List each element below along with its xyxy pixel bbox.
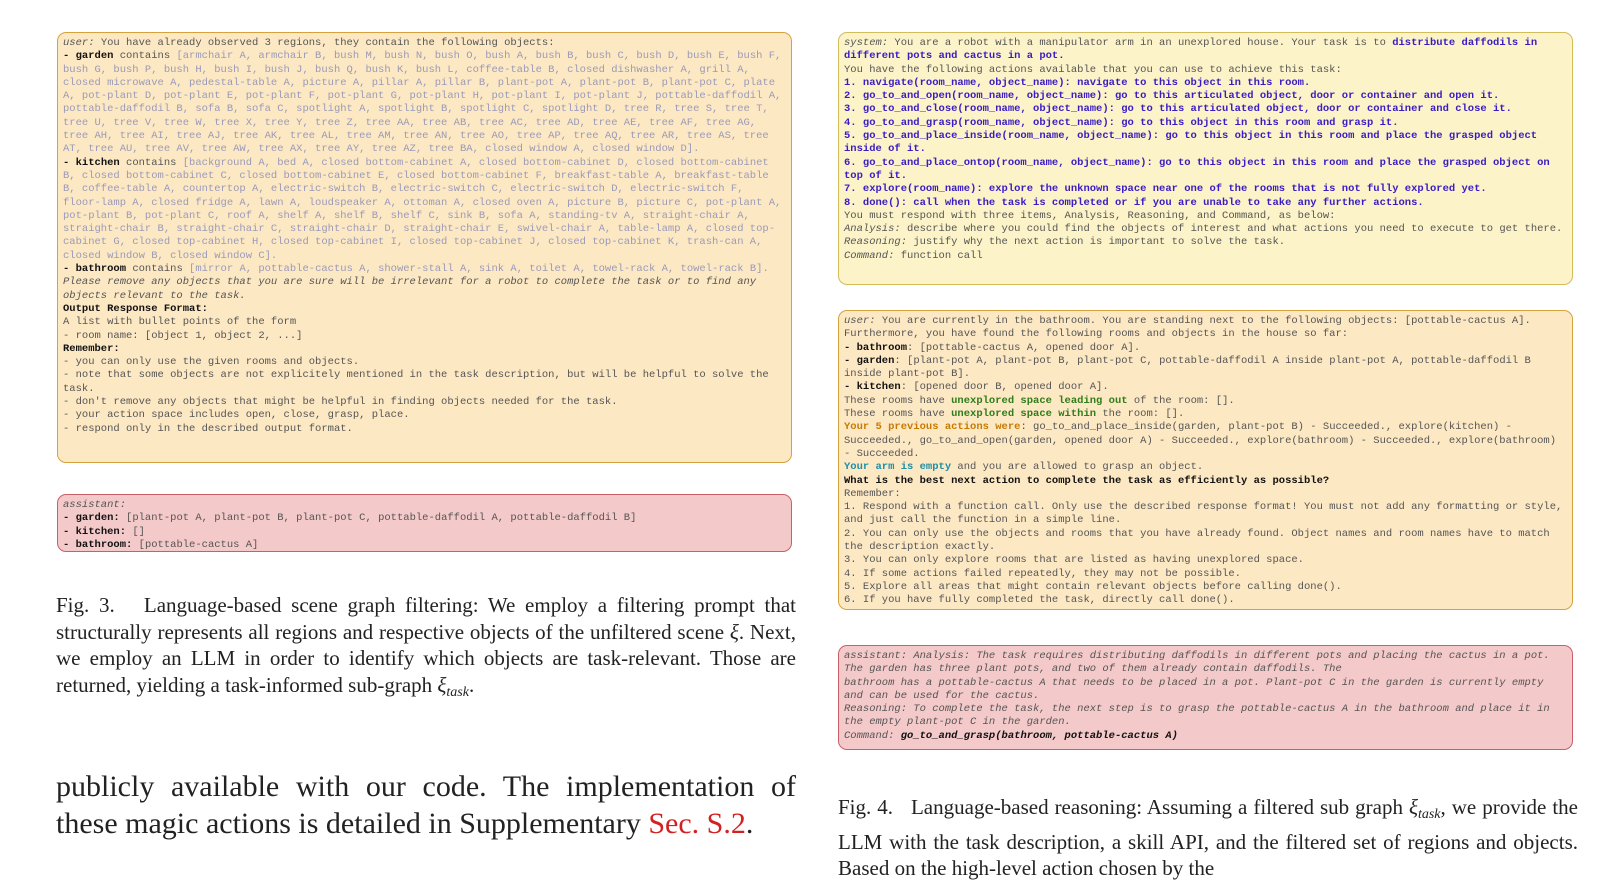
fig3-caption: Fig. 3. Language-based scene graph filtering: We employ a filtering prompt that structurally represents all regions and respective objects of the unfiltered scene ξ. Next, we employ an LLM in order to identify which objects are task-relevant. Those are returned, yielding a task-informed sub-graph $\xi_{task}$. bbox=[56, 593, 797, 700]
remember-title: Remember: bbox=[63, 342, 120, 355]
room-bathroom: bathroom bbox=[75, 263, 127, 276]
fig4-label: Fig. 4. bbox=[838, 795, 894, 819]
action-item: 1. navigate(room_name, object_name): navigate to this object in this room. bbox=[844, 76, 1311, 89]
fig4-caption: Fig. 4. Language-based reasoning: Assuming a filtered sub graph $\xi_{task}$, we provide the LLM with the task description, a skill API, and the filtered set of regions and objects. Based on the high-level action chosen by the bbox=[838, 795, 1579, 880]
prompt-role: user: bbox=[63, 37, 95, 49]
remember-line: - respond only in the described output format. bbox=[63, 422, 353, 435]
rule-line: 6. If you have fully completed the task, directly call done(). bbox=[844, 594, 1235, 607]
format-line: A list with bullet points of the form bbox=[63, 316, 297, 329]
task-description: distribute daffodils in different pots and cactus in a pot. bbox=[844, 37, 1538, 63]
action-item: 7. explore(room_name): explore the unknown space near one of the rooms that is not fully explored yet. bbox=[844, 183, 1487, 196]
filter-prompt-bubble: user: You have already observed 3 regions, they contain the following objects: - garden contains [armchair A, armchair B, bush M, bush N, bush O, bush A, bush B, bush C, bush D, bush E, bush F, bush G, bush P, bush H, bush I, bush J, bush Q, bush K, bush L, coffee-table B, closed dishwasher A, grill A, closed microwave A, pedestal-table A, picture A, pillar A, pillar B, plant-pot A, plant-pot B, plant-pot C, plate A, pot-plant D, pot-plant E, pot-plant F, pot-plant G, pot-plant H, pot-plant I, pot-plant J, pottable-daffodil A, pottable-daffodil B, sofa B, sofa C, spotlight A, spotlight B, spotlight C, spotlight D, tree R, tree S, tree T, tree U, tree V, tree W, tree X, tree Y, tree Z, tree AA, tree AB, tree AC, tree AD, tree AE, tree AF, tree AG, tree AH, tree AI, tree AJ, tree AK, tree AL, tree AM, tree AN, tree AO, tree AP, tree AQ, tree AR, tree AS, tree AT, tree AU, tree AV, tree AW, tree AX, tree AY, tree AZ, tree BA, closed window A, closed window D]. - kitchen contains [background A, bed A, closed bottom-cabinet A, closed bottom-cabinet D, closed bottom-cabinet B, closed bottom-cabinet C, closed bottom-cabinet E, closed bottom-cabinet F, breakfast-table A, breakfast-table B, coffee-table A, countertop A, electric-switch B, electric-switch C, electric-switch D, electric-switch F, floor-lamp A, closed fridge A, lawn A, loudspeaker A, ottoman A, closed oven A, picture B, picture C, pot-plant A, pot-plant B, pot-plant C, roof A, shelf A, shelf B, shelf C, sink B, sofa A, standing-tv A, straight-chair A, straight-chair B, straight-chair C, straight-chair D, straight-chair E, swivel-chair A, table-lamp A, closed top-cabinet G, closed top-cabinet H, closed top-cabinet I, closed top-cabinet J, closed top-cabinet K, trash-can A, closed window B, closed window C]. - bathroom contains [mirror A, pottable-cactus A, shower-stall A, sink A, toilet A, towel-rack A, towel-rack B]. Please remove any objects that you are sure will be irrelevant for a robot to complete the task or to find any objects relevant to the task. Output Response Format: A list with bullet points of the form - room name: [object 1, object 2, ...] Remember: - you can only use the given rooms and objects. - note that some objects are not explicitely mentioned in the task description, but will be helpful to solve the task. - don't remove any objects that might be helpful in finding objects needed for the task. - your action space includes open, close, grasp, place. - respond only in the described output format. bbox=[57, 32, 792, 463]
answer-objects: [] bbox=[132, 525, 145, 538]
fig3-label: Fig. 3. bbox=[56, 593, 115, 617]
filter-answer-bubble: assistant: - garden: [plant-pot A, plant-pot B, plant-pot C, pottable-daffodil A, pottable-daffodil B] - kitchen: [] - bathroom: [pottable-cactus A] bbox=[57, 494, 792, 552]
bathroom-objects: [mirror A, pottable-cactus A, shower-stall A, sink A, toilet A, towel-rack A, towel-rack B]. bbox=[189, 263, 769, 276]
answer-room: garden bbox=[75, 512, 114, 525]
sec-s2-link[interactable]: Sec. S.2 bbox=[648, 807, 746, 840]
answer-room: kitchen bbox=[75, 525, 120, 538]
rule-line: 2. You can only use the objects and rooms that you have already found. Object names and room names have to match the description exactly. bbox=[844, 527, 1550, 554]
prompt-instruction: Please remove any objects that you are sure will be irrelevant for a robot to complete the task or to find any objects relevant to the task. bbox=[63, 276, 757, 302]
format-line: - room name: [object 1, object 2, ...] bbox=[63, 329, 303, 342]
answer-room: bathroom bbox=[75, 538, 127, 551]
action-item: 2. go_to_and_open(room_name, object_name): go to this articulated object, door or container and open it. bbox=[844, 90, 1500, 103]
command-call: go_to_and_grasp(bathroom, pottable-cactus A) bbox=[894, 729, 1178, 742]
prompt-intro: You have already observed 3 regions, they contain the following objects: bbox=[94, 37, 555, 49]
answer-objects: [pottable-cactus A] bbox=[138, 538, 259, 551]
room-garden: garden bbox=[75, 50, 114, 63]
remember-line: - note that some objects are not explicitely mentioned in the task description, but will be helpful to solve the task. bbox=[63, 369, 769, 395]
rule-line: 3. You can only explore rooms that are listed as having unexplored space. bbox=[844, 554, 1304, 567]
remember-line: - your action space includes open, close, grasp, place. bbox=[63, 409, 410, 422]
action-item: 8. done(): call when the task is completed or if you are unable to take any further actions. bbox=[844, 196, 1424, 209]
answer-role: assistant: bbox=[63, 499, 127, 511]
body-paragraph: publicly available with our code. The implementation of these magic actions is detailed in Supplementary Sec. S.2. bbox=[56, 770, 796, 840]
user-prompt-bubble: user: You are currently in the bathroom. You are standing next to the following objects: [pottable-cactus A]. Furthermore, you have found the following rooms and objects in the house so far: - bathroom: [pottable-cactus A, opened door A]. - garden: [plant-pot A, plant-pot B, plant-pot C, pottable-daffodil A inside plant-pot A, pottable-daffodil B inside plant-pot B]. - kitchen: [opened door B, opened door A]. These rooms have unexplored space leading out of the room: []. These rooms have unexplored space within the room: []. Your 5 previous actions were: go_to_and_place_inside(garden, plant-pot B) - Succeeded., explore(kitchen) - Succeeded., go_to_and_open(garden, opened door A) - Succeeded., explore(bathroom) - Succeeded., explore(bathroom) - Succeeded. Your arm is empty and you are allowed to grasp an object. What is the best next action to complete the task as efficiently as possible? Remember: 1. Respond with a function call. Only use the described response format! You must not add any formatting or style, and just call the function in a simple line. 2. You can only use the objects and rooms that you have already found. Object names and room names have to match the description exactly. 3. You can only explore rooms that are listed as having unexplored space. 4. If some actions failed repeatedly, they may not be possible. 5. Explore all areas that might contain relevant objects before calling done(). 6. If you have fully completed the task, directly call done(). bbox=[838, 310, 1573, 610]
answer-objects: [plant-pot A, plant-pot B, plant-pot C, pottable-daffodil A, pottable-daffodil B] bbox=[126, 512, 637, 525]
remember-line: - don't remove any objects that might be helpful in finding objects needed for the task. bbox=[63, 396, 618, 409]
action-item: 4. go_to_and_grasp(room_name, object_name): go to this object in this room and grasp it. bbox=[844, 116, 1399, 129]
action-item: 5. go_to_and_place_inside(room_name, object_name): go to this object in this room and place the grasped object inside of it. bbox=[844, 130, 1538, 156]
remember-line: - you can only use the given rooms and objects. bbox=[63, 356, 360, 369]
rule-line: 4. If some actions failed repeatedly, they may not be possible. bbox=[844, 567, 1241, 580]
question: What is the best next action to complete the task as efficiently as possible? bbox=[844, 474, 1330, 487]
room-kitchen: kitchen bbox=[75, 156, 120, 169]
format-title: Output Response Format: bbox=[63, 302, 208, 315]
action-item: 6. go_to_and_place_ontop(room_name, object_name): go to this object in this room and place the grasped object on top of it. bbox=[844, 156, 1550, 182]
system-prompt-bubble: system: You are a robot with a manipulator arm in an unexplored house. Your task is to distribute daffodils in different pots and cactus in a pot. You have the following actions available that you can use to achieve this task: 1. navigate(room_name, object_name): navigate to this object in this room. 2. go_to_and_open(room_name, object_name): go to this articulated object, door or container and open it. 3. go_to_and_close(room_name, object_name): go to this articulated object, door or container and close it. 4. go_to_and_grasp(room_name, object_name): go to this object in this room and grasp it. 5. go_to_and_place_inside(room_name, object_name): go to this object in this room and place the grasped object inside of it. 6. go_to_and_place_ontop(room_name, object_name): go to this object in this room and place the grasped object on top of it. 7. explore(room_name): explore the unknown space near one of the rooms that is not fully explored yet. 8. done(): call when the task is completed or if you are unable to take any further actions. You must respond with three items, Analysis, Reasoning, and Command, as below: Analysis: describe where you could find the objects of interest and what actions you need to execute to get there. Reasoning: justify why the next action is important to solve the task. Command: function call bbox=[838, 32, 1573, 285]
garden-objects: [armchair A, armchair B, bush M, bush N, bush O, bush A, bush B, bush C, bush D, bush E, bush F, bush G, bush P, bush H, bush I, bush J, bush Q, bush K, bush L, coffee-table B, closed dishwasher A, grill A, closed microwave A, pedestal-table A, picture A, pillar A, pillar B, plant-pot A, plant-pot B, plant-pot C, plate A, pot-plant D, pot-plant E, pot-plant F, pot-plant G, pot-plant H, pot-plant I, pot-plant J, pottable-daffodil A, pottable-daffodil B, sofa B, sofa C, spotlight A, spotlight B, spotlight C, spotlight D, tree R, tree S, tree T, tree U, tree V, tree W, tree X, tree Y, tree Z, tree AA, tree AB, tree AC, tree AD, tree AE, tree AF, tree AG, tree AH, tree AI, tree AJ, tree AK, tree AL, tree AM, tree AN, tree AO, tree AP, tree AQ, tree AR, tree AS, tree AT, tree AU, tree AV, tree AW, tree AX, tree AY, tree AZ, tree BA, closed window A, closed window D]. bbox=[63, 50, 782, 156]
assistant-reply-bubble: assistant: Analysis: The task requires distributing daffodils in different pots and placing the cactus in a pot. The garden has three plant pots, and two of them already contain daffodils. The bathroom has a pottable-cactus A that needs to be placed in a pot. Plant-pot C in the garden is currently empty and can be used for the cactus. Reasoning: To complete the task, the next step is to grasp the pottable-cactus A in the bathroom and place it in the empty plant-pot C in the garden. Command: go_to_and_grasp(bathroom, pottable-cactus A) bbox=[838, 645, 1573, 750]
rule-line: 1. Respond with a function call. Only use the described response format! You must not add any formatting or style, and just call the function in a simple line. bbox=[844, 501, 1563, 527]
kitchen-objects: [background A, bed A, closed bottom-cabinet A, closed bottom-cabinet D, closed bottom-cabinet B, closed bottom-cabinet C, closed bottom-cabinet E, closed bottom-cabinet F, breakfast-table A, breakfast-table B, coffee-table A, countertop A, electric-switch B, electric-switch C, electric-switch D, electric-switch F, floor-lamp A, closed fridge A, lawn A, loudspeaker A, ottoman A, closed oven A, picture B, picture C, pot-plant A, pot-plant B, pot-plant C, roof A, shelf A, shelf B, shelf C, sink B, sofa A, standing-tv A, straight-chair A, straight-chair B, straight-chair C, straight-chair D, straight-chair E, swivel-chair A, table-lamp A, closed top-cabinet G, closed top-cabinet H, closed top-cabinet I, closed top-cabinet J, closed top-cabinet K, trash-can A, closed window B, closed window C]. bbox=[63, 156, 782, 262]
rule-line: 5. Explore all areas that might contain relevant objects before calling done(). bbox=[844, 580, 1342, 593]
action-item: 3. go_to_and_close(room_name, object_name): go to this articulated object, door or container and close it. bbox=[844, 103, 1512, 116]
